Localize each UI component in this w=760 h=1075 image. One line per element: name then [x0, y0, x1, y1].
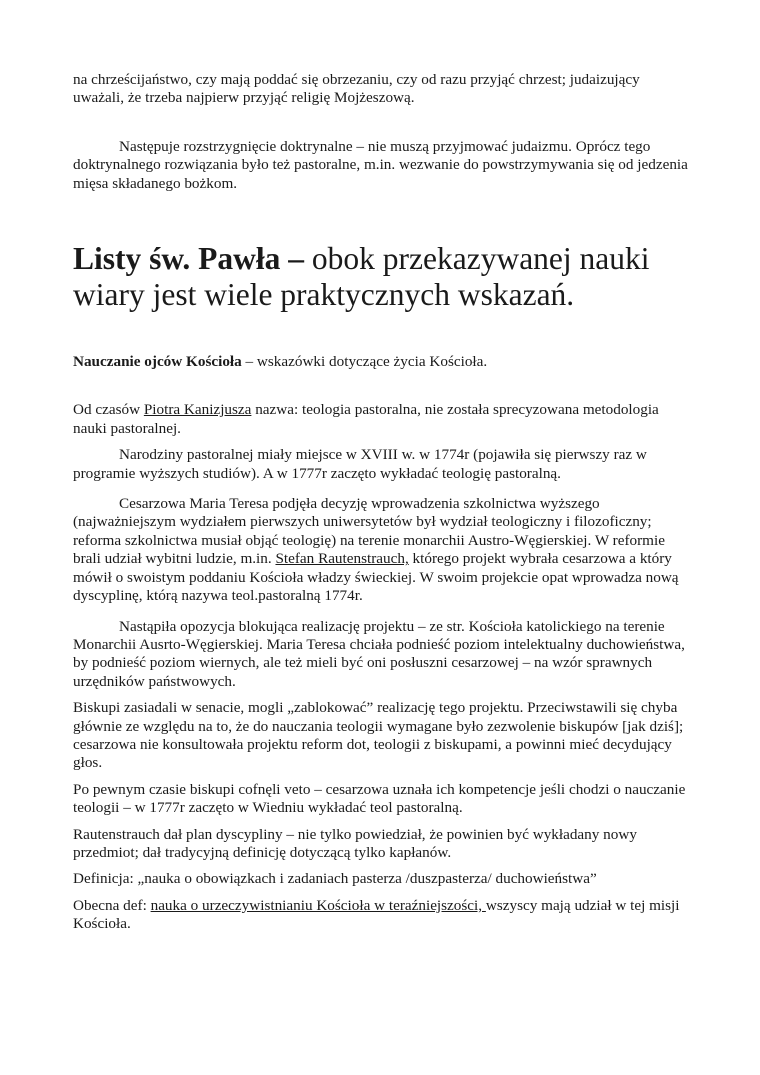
paragraph-definition: Definicja: „nauka o obowiązkach i zadaniach pasterza /duszpasterza/ duchowieństwa” — [73, 870, 597, 888]
paragraph-rautenstrauch-plan: Rautenstrauch dał plan dyscypliny – nie tylko powiedział, że powinien być wykładany nowy przedmiot; dał tradycyjną definicję dotyczącą tylko kapłanów. — [73, 825, 637, 861]
current-def-suffix: wszyscy mają udział w tej misji Kościoła. — [73, 896, 680, 933]
section-heading — [73, 241, 693, 313]
maria-teresa-text-b: którego projekt wybrała cesarzowa a który mówił o swoistym poddaniu Kościoła władzy świeckiej. W swoim projekcie opat wprowadza nową dyscyplinę, którą nazywa teol.pastoralną 1774r. — [73, 550, 679, 605]
paragraph-judaizers: na chrześcijaństwo, czy mają poddać się obrzezaniu, czy od razu przyjąć chrzest; judaizujący uważali, że trzeba najpierw przyjąć religię Mojżeszową. — [73, 71, 640, 107]
paragraph-kanizjusz — [73, 401, 693, 438]
current-def-prefix: Obecna def: — [73, 896, 151, 914]
heading-bold-part: Listy św. Pawła – — [73, 241, 305, 277]
maria-teresa-text-a: Cesarzowa Maria Teresa podjęła decyzję wprowadzenia szkolnictwa wyższego (najważniejszym wydziałem pierwszych uniwersytetów był wydział teologiczny i filozoficzny; reforma szkolnictwa musiał objąć teologię) na terenie monarchii Austro-Węgierskiej. W reformie brali udział wybitni ludzie, m.in. — [73, 495, 665, 568]
paragraph-current-definition — [73, 897, 693, 934]
paragraph-bishops-senate: Biskupi zasiadali w senacie, mogli „zablokować” realizację tego projektu. Przeciwstawili się chyba głównie ze względu na to, że do nauczania teologii wymagane było zezwolenie biskupów [jak dziś]; cesarzowa nie konsultowała projektu reform dot, teologii z biskupami, a powinni mieć decydujący głos. — [73, 699, 684, 772]
rautenstrauch-link[interactable]: Stefan Rautenstrauch, — [275, 550, 409, 568]
church-fathers-line — [73, 353, 693, 371]
heading-rest: obok przekazywanej nauki wiary jest wiele praktycznych wskazań. — [73, 241, 650, 313]
paragraph-opposition: Nastąpiła opozycja blokująca realizację projektu – ze str. Kościoła katolickiego na terenie Monarchii Ausrto-Węgierskiej. Maria Teresa chciała podnieść poziom intelektualny duchowieństwa, by podnieść poziom wiernych, ale też mieli być oni posłuszni cesarzowej – na wzór sprawnych urzędników państwowych. — [73, 617, 685, 690]
paragraph-birth-of-pastoral: Narodziny pastoralnej miały miejsce w XVIII w. w 1774r (pojawiła się pierwszy raz w programie wyższych studiów). A w 1777r zaczęto wykładać teologię pastoralną. — [73, 446, 647, 482]
paragraph-maria-teresa — [73, 495, 693, 605]
current-def-link[interactable]: nauka o urzeczywistnianiu Kościoła w teraźniejszości, — [150, 896, 486, 914]
kanizjusz-link[interactable]: Piotra Kanizjusza — [143, 401, 252, 419]
document-page — [73, 71, 693, 934]
paragraph-veto-withdrawn: Po pewnym czasie biskupi cofnęli veto – cesarzowa uznała ich kompetencje jeśli chodzi o nauczanie teologii – w 1777r zaczęto w Wiedniu wykładać teol pastoralną. — [73, 780, 686, 817]
kanizjusz-prefix: Od czasów — [73, 401, 144, 419]
paragraph-doctrinal-resolution: Następuje rozstrzygnięcie doktrynalne – nie muszą przyjmować judaizmu. Oprócz tego doktrynalnego rozwiązania było też pastoralne, m.in. wezwanie do powstrzymywania się od jedzenia mięsa składanego bożkom. — [73, 137, 688, 192]
kanizjusz-suffix: nazwa: teologia pastoralna, nie została sprecyzowana metodologia nauki pastoralnej. — [73, 401, 659, 437]
church-fathers-bold: Nauczanie ojców Kościoła — [73, 353, 242, 371]
church-fathers-rest: – wskazówki dotyczące życia Kościoła. — [241, 353, 488, 371]
